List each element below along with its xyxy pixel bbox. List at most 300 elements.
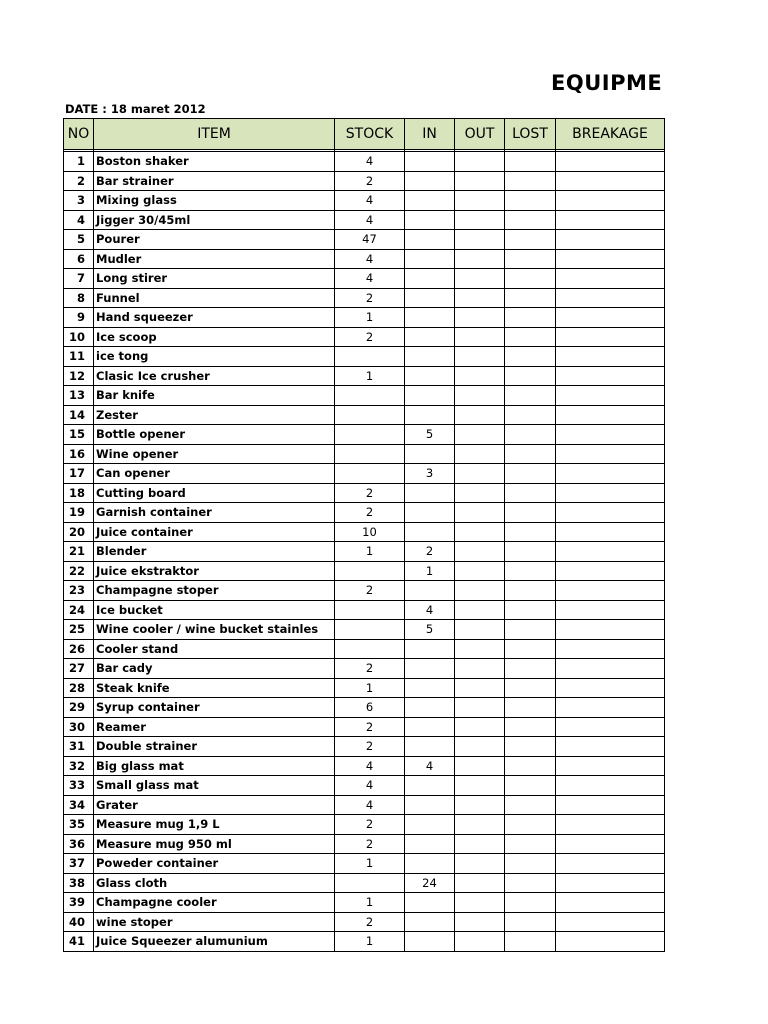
cell-lost: [505, 620, 556, 640]
cell-lost: [505, 854, 556, 874]
cell-breakage: [556, 503, 665, 523]
cell-out: [455, 366, 505, 386]
cell-stock: 4: [335, 249, 405, 269]
cell-breakage: [556, 288, 665, 308]
cell-breakage: [556, 600, 665, 620]
cell-item: Wine opener: [94, 444, 335, 464]
cell-breakage: [556, 249, 665, 269]
cell-no: 23: [64, 581, 94, 601]
cell-breakage: [556, 561, 665, 581]
cell-stock: 2: [335, 912, 405, 932]
cell-lost: [505, 269, 556, 289]
cell-no: 6: [64, 249, 94, 269]
cell-item: Boston shaker: [94, 152, 335, 172]
cell-breakage: [556, 210, 665, 230]
cell-no: 8: [64, 288, 94, 308]
cell-stock: 2: [335, 815, 405, 835]
table-row: [64, 327, 665, 347]
cell-item: Clasic Ice crusher: [94, 366, 335, 386]
table-row: [64, 347, 665, 367]
cell-stock: 10: [335, 522, 405, 542]
cell-item: Measure mug 950 ml: [94, 834, 335, 854]
cell-no: 33: [64, 776, 94, 796]
header-row: [64, 119, 665, 150]
cell-lost: [505, 912, 556, 932]
cell-breakage: [556, 347, 665, 367]
cell-lost: [505, 698, 556, 718]
header-out: OUT: [455, 119, 505, 150]
cell-stock: 6: [335, 698, 405, 718]
cell-in: [405, 893, 455, 913]
cell-stock: 4: [335, 795, 405, 815]
cell-out: [455, 717, 505, 737]
cell-breakage: [556, 912, 665, 932]
cell-item: Reamer: [94, 717, 335, 737]
cell-breakage: [556, 659, 665, 679]
cell-in: [405, 230, 455, 250]
cell-stock: 2: [335, 834, 405, 854]
table-row: [64, 288, 665, 308]
table-row: [64, 659, 665, 679]
cell-breakage: [556, 308, 665, 328]
cell-breakage: [556, 425, 665, 445]
cell-in: 4: [405, 756, 455, 776]
header-in: IN: [405, 119, 455, 150]
cell-out: [455, 600, 505, 620]
cell-item: Bottle opener: [94, 425, 335, 445]
cell-out: [455, 815, 505, 835]
cell-in: [405, 171, 455, 191]
cell-item: Bar strainer: [94, 171, 335, 191]
cell-stock: 1: [335, 932, 405, 952]
table-row: [64, 308, 665, 328]
equipment-table: [63, 118, 665, 952]
cell-in: [405, 698, 455, 718]
cell-breakage: [556, 522, 665, 542]
cell-in: [405, 834, 455, 854]
table-row: [64, 795, 665, 815]
table-row: [64, 386, 665, 406]
cell-item: Juice container: [94, 522, 335, 542]
cell-in: [405, 737, 455, 757]
header-breakage: BREAKAGE: [556, 119, 665, 150]
cell-item: Small glass mat: [94, 776, 335, 796]
cell-in: [405, 815, 455, 835]
cell-item: Bar knife: [94, 386, 335, 406]
cell-breakage: [556, 581, 665, 601]
cell-item: Zester: [94, 405, 335, 425]
cell-no: 18: [64, 483, 94, 503]
cell-lost: [505, 581, 556, 601]
table-row: [64, 698, 665, 718]
cell-stock: 2: [335, 717, 405, 737]
cell-breakage: [556, 737, 665, 757]
cell-in: [405, 639, 455, 659]
cell-breakage: [556, 873, 665, 893]
cell-in: [405, 483, 455, 503]
cell-item: wine stoper: [94, 912, 335, 932]
cell-stock: 4: [335, 756, 405, 776]
table-row: [64, 600, 665, 620]
cell-lost: [505, 776, 556, 796]
cell-item: Syrup container: [94, 698, 335, 718]
cell-out: [455, 912, 505, 932]
cell-item: Grater: [94, 795, 335, 815]
cell-in: [405, 776, 455, 796]
cell-no: 21: [64, 542, 94, 562]
cell-breakage: [556, 795, 665, 815]
cell-lost: [505, 171, 556, 191]
cell-no: 13: [64, 386, 94, 406]
cell-item: Ice scoop: [94, 327, 335, 347]
cell-lost: [505, 503, 556, 523]
cell-breakage: [556, 698, 665, 718]
cell-lost: [505, 756, 556, 776]
cell-lost: [505, 386, 556, 406]
cell-lost: [505, 737, 556, 757]
table-row: [64, 756, 665, 776]
cell-stock: 2: [335, 659, 405, 679]
table-row: [64, 191, 665, 211]
table-row: [64, 873, 665, 893]
table-row: [64, 425, 665, 445]
cell-in: [405, 386, 455, 406]
cell-stock: 2: [335, 327, 405, 347]
cell-no: 22: [64, 561, 94, 581]
header-no: NO: [64, 119, 94, 150]
cell-breakage: [556, 405, 665, 425]
cell-no: 29: [64, 698, 94, 718]
cell-no: 40: [64, 912, 94, 932]
table-row: [64, 171, 665, 191]
cell-breakage: [556, 815, 665, 835]
cell-item: Wine cooler / wine bucket stainles: [94, 620, 335, 640]
table-row: [64, 581, 665, 601]
cell-lost: [505, 600, 556, 620]
cell-out: [455, 776, 505, 796]
cell-in: [405, 347, 455, 367]
cell-in: [405, 659, 455, 679]
table-row: [64, 815, 665, 835]
table-row: [64, 542, 665, 562]
table-row: [64, 932, 665, 952]
cell-in: [405, 522, 455, 542]
cell-stock: [335, 620, 405, 640]
cell-lost: [505, 230, 556, 250]
table-row: [64, 678, 665, 698]
table-row: [64, 620, 665, 640]
cell-stock: 2: [335, 503, 405, 523]
cell-lost: [505, 288, 556, 308]
cell-out: [455, 191, 505, 211]
cell-item: Ice bucket: [94, 600, 335, 620]
cell-in: [405, 581, 455, 601]
table-row: [64, 737, 665, 757]
cell-out: [455, 678, 505, 698]
cell-stock: 2: [335, 171, 405, 191]
table-row: [64, 249, 665, 269]
cell-no: 4: [64, 210, 94, 230]
cell-no: 1: [64, 152, 94, 172]
cell-in: 1: [405, 561, 455, 581]
cell-out: [455, 834, 505, 854]
cell-out: [455, 210, 505, 230]
table-row: [64, 483, 665, 503]
cell-stock: 4: [335, 191, 405, 211]
cell-item: Garnish container: [94, 503, 335, 523]
table-row: [64, 834, 665, 854]
cell-stock: [335, 386, 405, 406]
table-row: [64, 366, 665, 386]
cell-stock: 1: [335, 678, 405, 698]
header-item: ITEM: [94, 119, 335, 150]
cell-in: [405, 327, 455, 347]
cell-stock: 4: [335, 776, 405, 796]
cell-lost: [505, 464, 556, 484]
cell-lost: [505, 678, 556, 698]
cell-breakage: [556, 444, 665, 464]
cell-breakage: [556, 171, 665, 191]
cell-no: 20: [64, 522, 94, 542]
cell-item: Pourer: [94, 230, 335, 250]
cell-in: [405, 308, 455, 328]
table-row: [64, 522, 665, 542]
cell-stock: [335, 464, 405, 484]
table-row: [64, 464, 665, 484]
cell-in: [405, 444, 455, 464]
cell-lost: [505, 659, 556, 679]
table-body: [64, 150, 665, 952]
cell-lost: [505, 405, 556, 425]
table-row: [64, 912, 665, 932]
cell-item: Double strainer: [94, 737, 335, 757]
cell-out: [455, 269, 505, 289]
cell-in: [405, 288, 455, 308]
cell-breakage: [556, 932, 665, 952]
cell-item: Funnel: [94, 288, 335, 308]
cell-out: [455, 639, 505, 659]
cell-out: [455, 288, 505, 308]
cell-stock: 1: [335, 542, 405, 562]
cell-no: 10: [64, 327, 94, 347]
cell-in: [405, 717, 455, 737]
cell-out: [455, 659, 505, 679]
cell-no: 25: [64, 620, 94, 640]
cell-no: 27: [64, 659, 94, 679]
cell-stock: 2: [335, 483, 405, 503]
cell-lost: [505, 542, 556, 562]
cell-lost: [505, 522, 556, 542]
cell-item: Long stirer: [94, 269, 335, 289]
cell-stock: 1: [335, 893, 405, 913]
cell-no: 35: [64, 815, 94, 835]
cell-out: [455, 873, 505, 893]
cell-out: [455, 756, 505, 776]
cell-no: 5: [64, 230, 94, 250]
cell-no: 26: [64, 639, 94, 659]
cell-in: [405, 249, 455, 269]
cell-in: [405, 795, 455, 815]
cell-lost: [505, 152, 556, 172]
cell-breakage: [556, 152, 665, 172]
cell-out: [455, 620, 505, 640]
cell-breakage: [556, 717, 665, 737]
cell-in: 4: [405, 600, 455, 620]
cell-no: 34: [64, 795, 94, 815]
cell-breakage: [556, 483, 665, 503]
cell-out: [455, 483, 505, 503]
cell-out: [455, 327, 505, 347]
cell-in: [405, 503, 455, 523]
cell-out: [455, 425, 505, 445]
cell-no: 3: [64, 191, 94, 211]
cell-no: 30: [64, 717, 94, 737]
cell-lost: [505, 425, 556, 445]
cell-stock: [335, 600, 405, 620]
cell-lost: [505, 815, 556, 835]
cell-breakage: [556, 542, 665, 562]
cell-out: [455, 230, 505, 250]
cell-item: Champagne cooler: [94, 893, 335, 913]
cell-out: [455, 152, 505, 172]
cell-no: 11: [64, 347, 94, 367]
cell-item: Jigger 30/45ml: [94, 210, 335, 230]
cell-lost: [505, 191, 556, 211]
cell-out: [455, 386, 505, 406]
cell-breakage: [556, 756, 665, 776]
cell-in: 24: [405, 873, 455, 893]
cell-in: [405, 912, 455, 932]
header-lost: LOST: [505, 119, 556, 150]
cell-item: Juice ekstraktor: [94, 561, 335, 581]
cell-lost: [505, 717, 556, 737]
cell-lost: [505, 795, 556, 815]
cell-out: [455, 932, 505, 952]
table-row: [64, 561, 665, 581]
cell-stock: 2: [335, 288, 405, 308]
cell-lost: [505, 932, 556, 952]
date-label: DATE : 18 maret 2012: [65, 102, 206, 116]
table-row: [64, 405, 665, 425]
cell-stock: 4: [335, 210, 405, 230]
cell-no: 28: [64, 678, 94, 698]
cell-breakage: [556, 230, 665, 250]
cell-item: Steak knife: [94, 678, 335, 698]
cell-stock: [335, 873, 405, 893]
cell-no: 37: [64, 854, 94, 874]
table-row: [64, 893, 665, 913]
cell-lost: [505, 873, 556, 893]
cell-in: [405, 854, 455, 874]
cell-lost: [505, 483, 556, 503]
cell-in: 5: [405, 425, 455, 445]
cell-item: Mixing glass: [94, 191, 335, 211]
cell-lost: [505, 444, 556, 464]
cell-in: [405, 678, 455, 698]
cell-breakage: [556, 327, 665, 347]
cell-lost: [505, 561, 556, 581]
table-row: [64, 444, 665, 464]
cell-lost: [505, 366, 556, 386]
cell-item: Bar cady: [94, 659, 335, 679]
table-row: [64, 717, 665, 737]
cell-lost: [505, 834, 556, 854]
cell-breakage: [556, 639, 665, 659]
cell-out: [455, 522, 505, 542]
cell-lost: [505, 893, 556, 913]
cell-no: 36: [64, 834, 94, 854]
cell-item: Mudler: [94, 249, 335, 269]
cell-breakage: [556, 386, 665, 406]
table-row: [64, 776, 665, 796]
cell-item: Cooler stand: [94, 639, 335, 659]
cell-in: [405, 932, 455, 952]
cell-stock: 47: [335, 230, 405, 250]
table-row: [64, 503, 665, 523]
cell-no: 19: [64, 503, 94, 523]
table-row: [64, 269, 665, 289]
cell-breakage: [556, 776, 665, 796]
cell-stock: 1: [335, 308, 405, 328]
cell-item: Cutting board: [94, 483, 335, 503]
cell-lost: [505, 639, 556, 659]
cell-no: 2: [64, 171, 94, 191]
cell-stock: [335, 444, 405, 464]
cell-out: [455, 464, 505, 484]
cell-breakage: [556, 834, 665, 854]
cell-breakage: [556, 678, 665, 698]
cell-out: [455, 854, 505, 874]
cell-out: [455, 795, 505, 815]
cell-item: Poweder container: [94, 854, 335, 874]
cell-out: [455, 249, 505, 269]
table-row: [64, 152, 665, 172]
table-row: [64, 854, 665, 874]
cell-stock: 1: [335, 854, 405, 874]
cell-item: Measure mug 1,9 L: [94, 815, 335, 835]
cell-no: 39: [64, 893, 94, 913]
cell-no: 24: [64, 600, 94, 620]
cell-stock: [335, 405, 405, 425]
cell-item: Blender: [94, 542, 335, 562]
cell-out: [455, 698, 505, 718]
cell-out: [455, 444, 505, 464]
cell-no: 15: [64, 425, 94, 445]
cell-breakage: [556, 464, 665, 484]
cell-no: 17: [64, 464, 94, 484]
cell-in: [405, 366, 455, 386]
cell-no: 41: [64, 932, 94, 952]
cell-in: [405, 405, 455, 425]
cell-stock: 2: [335, 581, 405, 601]
cell-stock: [335, 347, 405, 367]
cell-out: [455, 893, 505, 913]
cell-item: Hand squeezer: [94, 308, 335, 328]
cell-in: [405, 210, 455, 230]
cell-in: 5: [405, 620, 455, 640]
cell-no: 7: [64, 269, 94, 289]
cell-lost: [505, 210, 556, 230]
cell-item: Juice Squeezer alumunium: [94, 932, 335, 952]
cell-breakage: [556, 269, 665, 289]
cell-lost: [505, 249, 556, 269]
cell-no: 9: [64, 308, 94, 328]
cell-breakage: [556, 191, 665, 211]
header-stock: STOCK: [335, 119, 405, 150]
document-title: EQUIPME: [551, 71, 663, 95]
cell-no: 31: [64, 737, 94, 757]
cell-out: [455, 347, 505, 367]
